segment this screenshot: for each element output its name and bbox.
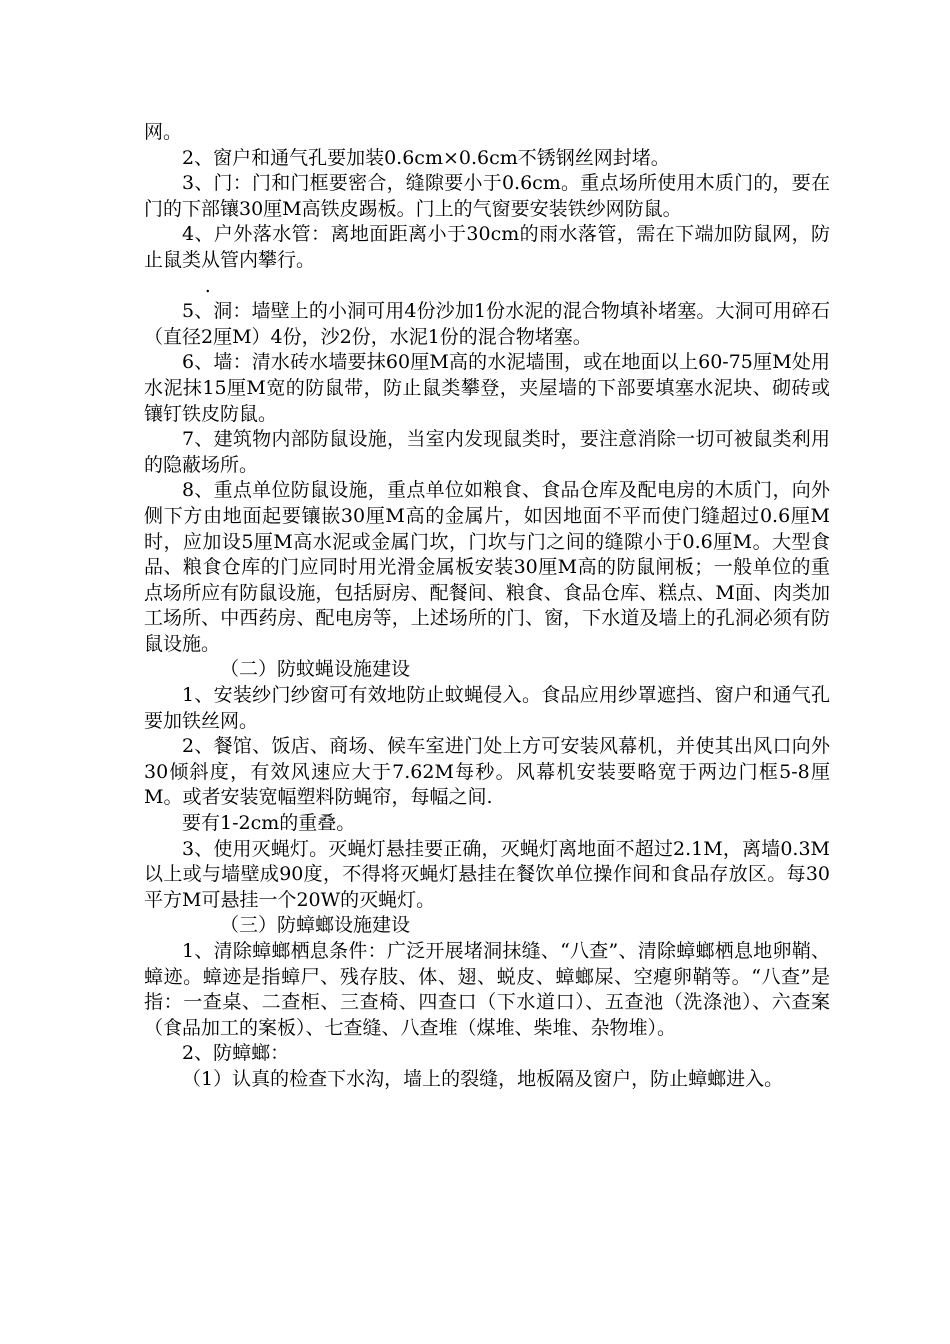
paragraph: 2、餐馆、饭店、商场、候车室进门处上方可安装风幕机，并使其出风口向外30倾斜度，有效风速应大于7.62M每秒。风幕机安装要略宽于两边门框5-8厘M。或者安装宽幅塑料防蝇帘，每幅之间.: [144, 735, 830, 809]
paragraph: （1）认真的检查下水沟，墙上的裂缝，地板隔及窗户，防止蟑螂进入。: [182, 1067, 784, 1090]
paragraph: 8、重点单位防鼠设施，重点单位如粮食、食品仓库及配电房的木质门，向外侧下方由地面起要镶嵌30厘M高的金属片，如因地面不平而使门缝超过0.6厘M时，应加设5厘M高水泥或金属门坎，门坎与门之间的缝隙小于0.6厘M。大型食品、粮食仓库的门应同时用光滑金属板安装30厘M高的防鼠闸板；一般单位的重点场所应有防鼠设施，包括厨房、配餐间、粮食、食品仓库、糕点、M面、肉类加工场所、中西药房、配电房等，上述场所的门、窗，下水道及墙上的孔洞必须有防鼠设施。: [144, 479, 830, 655]
paragraph: 要有1-2cm的重叠。: [182, 812, 356, 835]
paragraph: 网。: [144, 121, 183, 143]
paragraph: 4、户外落水管：离地面距离小于30cm的雨水落管，需在下端加防鼠网，防止鼠类从管内攀行。: [144, 223, 830, 271]
paragraph: 2、防蟑螂：: [182, 1042, 290, 1065]
paragraph: 1、安装纱门纱窗可有效地防止蚊蝇侵入。食品应用纱罩遮挡、窗户和通气孔要加铁丝网。: [144, 684, 830, 732]
document-body: [144, 120, 830, 1093]
section-heading: （二）防蚊蝇设施建设: [220, 658, 411, 681]
paragraph: 1、清除蟑螂栖息条件：广泛开展堵洞抹缝、“八查”、清除蟑螂栖息地卵鞘、蟑迹。蟑迹是指蟑尸、残存肢、体、翅、蜕皮、蟑螂屎、空瘪卵鞘等。“八查”是指：一查桌、二查柜、三查椅、四查口（下水道口）、五查池（洗涤池）、六查案（食品加工的案板）、七查缝、八查堆（煤堆、柴堆、杂物堆）。: [144, 940, 830, 1039]
paragraph: 6、墙：清水砖水墙要抹60厘M高的水泥墙围，或在地面以上60-75厘M处用水泥抹15厘M宽的防鼠带，防止鼠类攀登，夹屋墙的下部要填塞水泥块、砌砖或镶钉铁皮防鼠。: [144, 351, 830, 425]
paragraph: 2、窗户和通气孔要加装0.6cm×0.6cm不锈钢丝网封堵。: [182, 146, 670, 169]
paragraph: 7、建筑物内部防鼠设施，当室内发现鼠类时，要注意消除一切可被鼠类利用的隐蔽场所。: [144, 428, 830, 476]
paragraph: 3、门：门和门框要密合，缝隙要小于0.6cm。重点场所使用木质门的，要在门的下部镶30厘M高铁皮踢板。门上的气窗要安装铁纱网防鼠。: [144, 172, 830, 220]
section-heading: （三）防蟑螂设施建设: [220, 914, 411, 937]
paragraph: 3、使用灭蝇灯。灭蝇灯悬挂要正确，灭蝇灯离地面不超过2.1M，离墙0.3M以上或与墙壁成90度，不得将灭蝇灯悬挂在餐饮单位操作间和食品存放区。每30平方M可悬挂一个20W的灭蝇灯。: [144, 837, 830, 911]
paragraph: 5、洞：墙壁上的小洞可用4份沙加1份水泥的混合物填补堵塞。大洞可用碎石（直径2厘M）4份，沙2份，水泥1份的混合物堵塞。: [144, 300, 830, 348]
paragraph: .: [204, 274, 211, 297]
